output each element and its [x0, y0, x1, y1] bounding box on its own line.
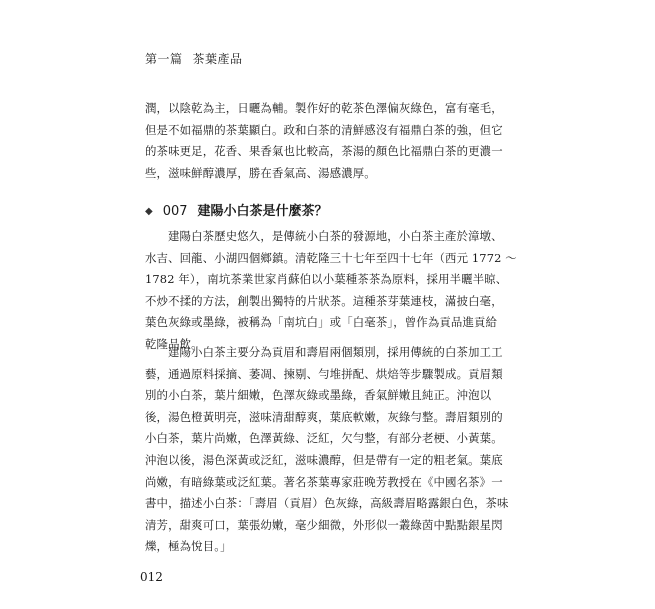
text-line: 潤，以陰乾為主，日曬為輔。製作好的乾茶色澤偏灰綠色，富有毫毛， — [145, 101, 503, 115]
text-line: 尚嫩，有暗綠葉或泛紅葉。著名茶葉專家莊晚芳教授在《中國名茶》一 — [145, 474, 503, 489]
text-line: 水吉、回龍、小湖四個鄉鎮。清乾隆三十七年至四十七年（西元 1772 ～ — [145, 250, 517, 265]
text-line: 沖泡以後，湯色深黃或泛紅，滋味濃醇，但是帶有一定的粗老氣。葉底 — [145, 452, 503, 467]
section-title: 建陽小白茶是什麼茶？ — [197, 204, 328, 219]
text-line: 別的小白茶，葉片細嫩，色澤灰綠或墨綠，香氣鮮嫩且純正。沖泡以 — [145, 388, 492, 403]
text-line: 葉色灰綠或墨綠，被稱為「南坑白」或「白毫茶」，曾作為貢品進貢給 — [145, 315, 498, 330]
text-line: 清芳，甜爽可口，葉張幼嫩，毫少細微，外形似一叢綠茵中點點銀星閃 — [145, 517, 503, 532]
text-line: 的茶味更足，花香、果香氣也比較高，茶湯的顏色比福鼎白茶的更濃一 — [145, 144, 503, 159]
text-line: 爍，極為悅目。」 — [145, 539, 232, 554]
text-line: 不炒不揉的方法，創製出獨特的片狀茶。這種茶芽葉連枝，滿披白毫， — [145, 293, 503, 308]
running-header — [145, 50, 243, 67]
paragraph-continuation — [145, 98, 510, 184]
text-line: 建陽小白茶主要分為貢眉和壽眉兩個類別，採用傳統的白茶加工工 — [168, 345, 503, 359]
paragraph-categories — [145, 342, 510, 558]
text-line: 建陽白茶歷史悠久，是傳統小白茶的發源地，小白茶主產於漳墩、 — [168, 229, 503, 243]
page-number: 012 — [140, 570, 163, 584]
diamond-bullet-icon: ◆ — [145, 206, 153, 217]
section-heading — [145, 200, 328, 219]
text-line: 乾隆品飲。 — [145, 336, 203, 351]
text-line: 但是不如福鼎的茶葉顯白。政和白茶的清鮮感沒有福鼎白茶的強，但它 — [145, 122, 503, 137]
paragraph-history — [145, 226, 517, 356]
text-line: 1782 年），南坑茶業世家肖蘇伯以小葉種茶茶為原料，採用半曬半晾、 — [145, 272, 508, 287]
text-line: 書中，描述小白茶：「壽眉（貢眉）色灰綠，高級壽眉略露銀白色，茶味 — [145, 496, 509, 511]
chapter-title: 茶葉產品 — [192, 52, 243, 66]
text-line: 藝，通過原料採摘、萎凋、揀剔、勻堆拼配、烘焙等步驟製成。貢眉類 — [145, 366, 503, 381]
chapter-label: 第一篇 — [145, 52, 183, 66]
text-line: 些，滋味鮮醇濃厚，勝在香氣高、湯感濃厚。 — [145, 165, 376, 180]
section-number: 007 — [162, 204, 188, 219]
text-line: 小白茶，葉片尚嫩，色澤黃綠、泛紅，欠勻整，有部分老梗、小黃葉。 — [145, 431, 503, 446]
text-line: 後，湯色橙黃明亮，滋味清甜醇爽，葉底軟嫩，灰綠勻整。壽眉類別的 — [145, 409, 503, 424]
